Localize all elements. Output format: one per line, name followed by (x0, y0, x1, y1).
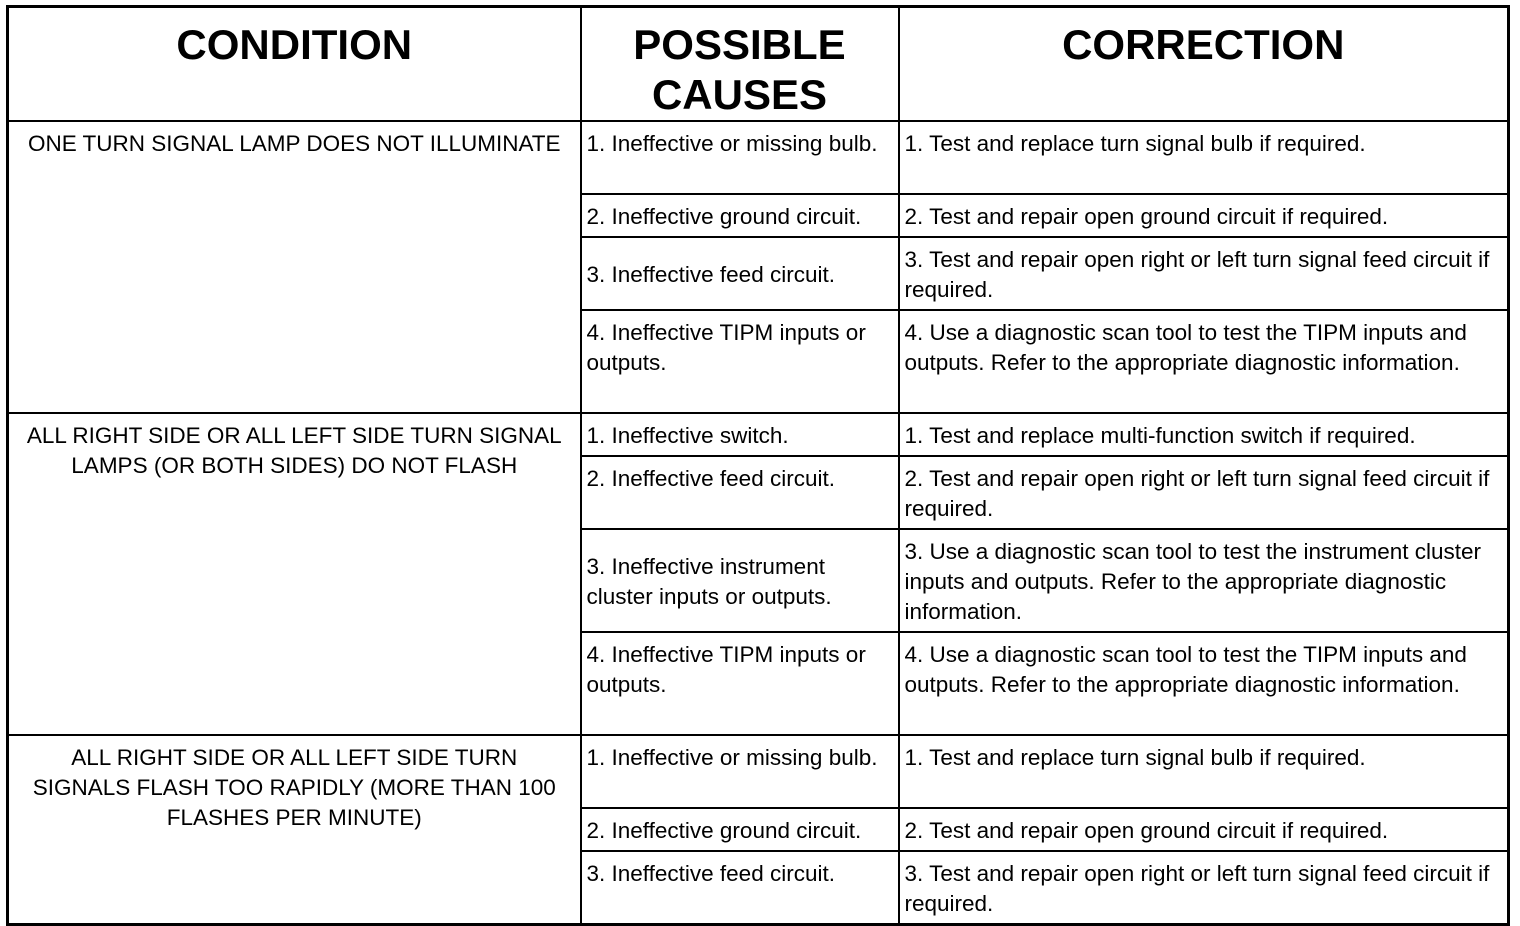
table-row (8, 121, 1509, 194)
correction-cell: 4. Use a diagnostic scan tool to test the TIPM inputs and outputs. Refer to the appropriate diagnostic information. (899, 632, 1509, 735)
cause-cell: 2. Ineffective feed circuit. (581, 456, 899, 529)
cause-cell: 2. Ineffective ground circuit. (581, 194, 899, 237)
correction-cell: 2. Test and repair open ground circuit if required. (899, 194, 1509, 237)
correction-cell: 3. Test and repair open right or left turn signal feed circuit if required. (899, 851, 1509, 924)
cause-cell: 3. Ineffective instrument cluster inputs or outputs. (581, 529, 899, 632)
correction-cell: 2. Test and repair open right or left turn signal feed circuit if required. (899, 456, 1509, 529)
cause-cell: 1. Ineffective switch. (581, 413, 899, 456)
condition-cell: ONE TURN SIGNAL LAMP DOES NOT ILLUMINATE (8, 121, 581, 413)
correction-cell: 2. Test and repair open ground circuit if required. (899, 808, 1509, 851)
correction-cell: 1. Test and replace turn signal bulb if required. (899, 735, 1509, 808)
cause-cell: 3. Ineffective feed circuit. (581, 237, 899, 310)
cause-cell: 1. Ineffective or missing bulb. (581, 735, 899, 808)
table-row (8, 413, 1509, 456)
header-correction: CORRECTION (899, 7, 1509, 122)
condition-cell: ALL RIGHT SIDE OR ALL LEFT SIDE TURN SIGNALS FLASH TOO RAPIDLY (MORE THAN 100 FLASHES PER MINUTE) (8, 735, 581, 924)
table-row (8, 735, 1509, 808)
cause-cell: 1. Ineffective or missing bulb. (581, 121, 899, 194)
cause-cell: 3. Ineffective feed circuit. (581, 851, 899, 924)
header-possible-causes: POSSIBLE CAUSES (581, 7, 899, 122)
header-condition: CONDITION (8, 7, 581, 122)
correction-cell: 1. Test and replace multi-function switch if required. (899, 413, 1509, 456)
correction-cell: 4. Use a diagnostic scan tool to test the TIPM inputs and outputs. Refer to the appropriate diagnostic information. (899, 310, 1509, 413)
correction-cell: 1. Test and replace turn signal bulb if required. (899, 121, 1509, 194)
cause-cell: 4. Ineffective TIPM inputs or outputs. (581, 310, 899, 413)
correction-cell: 3. Test and repair open right or left turn signal feed circuit if required. (899, 237, 1509, 310)
cause-cell: 4. Ineffective TIPM inputs or outputs. (581, 632, 899, 735)
diagnosis-table (6, 5, 1510, 926)
header-row (8, 7, 1509, 122)
cause-cell: 2. Ineffective ground circuit. (581, 808, 899, 851)
condition-cell: ALL RIGHT SIDE OR ALL LEFT SIDE TURN SIGNAL LAMPS (OR BOTH SIDES) DO NOT FLASH (8, 413, 581, 735)
correction-cell: 3. Use a diagnostic scan tool to test the instrument cluster inputs and outputs. Refer to the appropriate diagnostic information. (899, 529, 1509, 632)
